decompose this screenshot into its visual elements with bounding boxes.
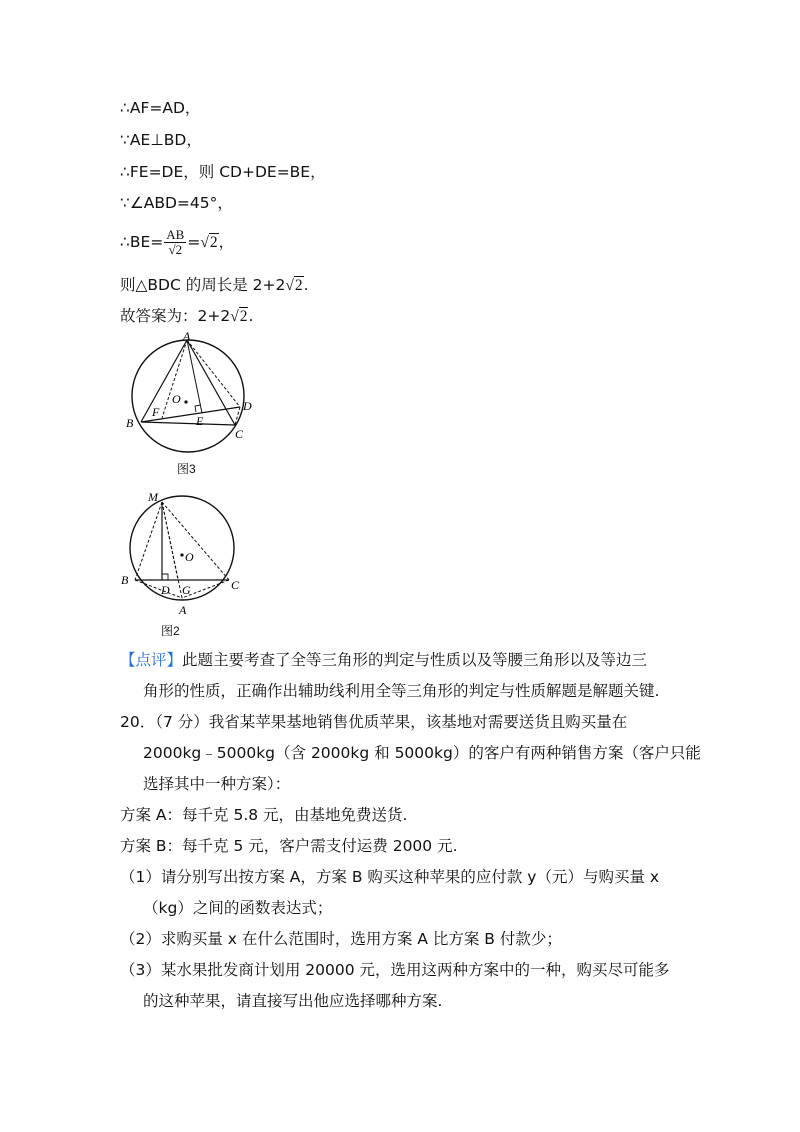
q20-part-3b: 的这种苹果，请直接写出他应选择哪种方案. [143,992,443,1010]
punctuation: . [303,276,309,294]
figure-3-caption: 图3 [177,462,196,476]
proof-line-4: ∵∠ABD=45°， [120,194,233,212]
proof-line-3: ∴FE=DE，则 CD+DE=BE， [120,163,326,181]
label-o: O [172,392,181,406]
segment-mg [162,502,178,580]
q20-plan-b: 方案 B：每千克 5 元，客户需支付运费 2000 元. [120,837,458,855]
q20-line-3: 选择其中一种方案）： [143,775,291,793]
q20-line-1: 20．（7 分）我省某苹果基地销售优质苹果，该基地对需要送货且购买量在 [120,713,628,731]
sqrt-expression: √2 [230,308,248,325]
right-angle-mark [162,574,168,580]
segment-ad [187,340,240,407]
proof-line-2: ∵AE⊥BD， [120,131,202,149]
q20-part-3a: （3）某水果批发商计划用 20000 元，选用这两种方案中的一种，购买尽可能多 [120,961,670,979]
answer-line [120,306,253,327]
label-m: M [148,490,158,504]
label-c: C [235,427,244,441]
label-a: A [183,332,191,343]
punctuation: . [248,307,254,325]
q20-line-2: 2000kg﹣5000kg（含 2000kg 和 5000kg）的客户有两种销售方案（客户只能 [143,744,701,762]
be-prefix: ∴BE= [120,233,164,251]
proof-line-5 [120,228,234,257]
segment-ba [135,580,182,598]
figure-2-diagram [118,488,258,623]
answer-text: 故答案为：2+2 [120,307,231,325]
label-f: F [152,405,160,419]
segment-ae [187,340,202,413]
sqrt-expression: √2 [200,234,218,251]
segment-ac [187,340,235,425]
equals-sign: = [187,233,201,251]
sqrt-expression: √2 [285,277,303,294]
fraction-denominator: √2 [168,242,183,257]
fraction [164,228,186,257]
circle [132,340,244,452]
label-o: O [185,550,194,564]
comment-line-1 [120,650,647,670]
proof-line-perimeter [120,275,309,296]
proof-line-1: ∴AF=AD， [120,99,201,117]
segment-mc [162,502,229,580]
q20-plan-a: 方案 A：每千克 5.8 元，由基地免费送货. [120,806,408,824]
comment-tag: 【点评】 [120,651,183,669]
comment-line-2: 角形的性质，正确作出辅助线利用全等三角形的判定与性质解题是解题关键. [143,682,660,700]
label-c: C [231,578,240,592]
q20-part-1b: （kg）之间的函数表达式； [143,899,333,917]
segment-ab [141,340,187,422]
center-point [180,553,183,556]
label-a: A [179,603,187,617]
label-d: D [243,399,252,413]
label-b: B [126,416,134,430]
label-d: D [161,583,170,597]
center-point [184,400,187,403]
comment-text-1: 此题主要考查了全等三角形的判定与性质以及等腰三角形以及等边三 [182,651,648,669]
label-e: E [196,414,204,428]
segment-bc [141,422,235,425]
perimeter-text: 则△BDC 的周长是 2+2 [120,276,286,294]
q20-part-1a: （1）请分别写出按方案 A，方案 B 购买这种苹果的应付款 y（元）与购买量 x [120,868,660,886]
segment-mb [135,502,162,580]
figure-2-caption: 图2 [161,624,180,638]
label-b: B [121,573,129,587]
q20-part-2: （2）求购买量 x 在什么范围时，选用方案 A 比方案 B 付款少； [120,930,562,948]
fraction-numerator: AB [166,227,185,242]
punctuation: ， [218,233,235,251]
label-g: G [182,583,191,597]
